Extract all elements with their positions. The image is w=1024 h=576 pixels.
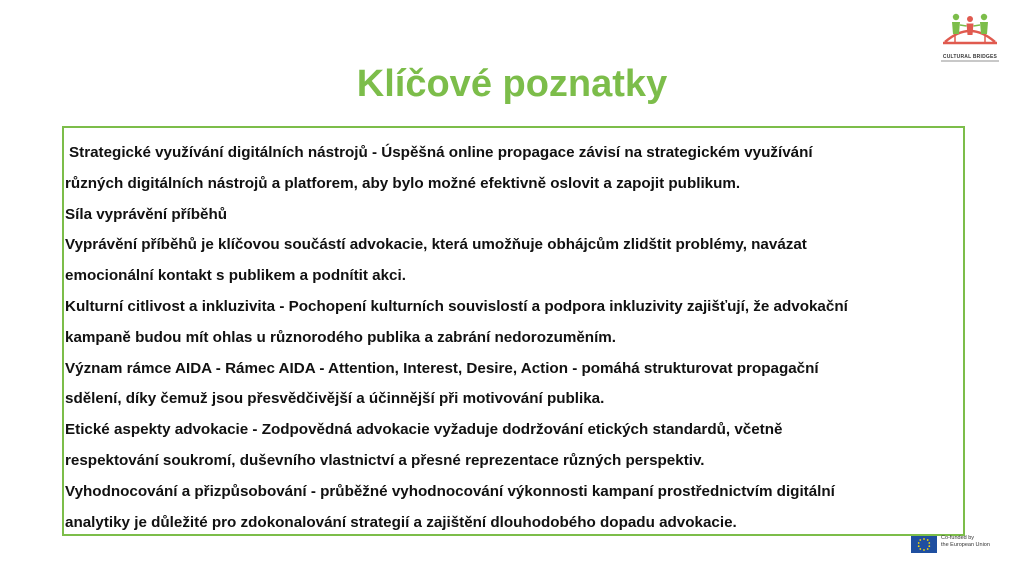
text-line: Kulturní citlivost a inkluzivita - Pochopení kulturních souvislostí a podpora inkluzivity zajišťují, že advokační — [65, 297, 848, 315]
logo-text: CULTURAL BRIDGES — [942, 54, 998, 60]
key-points-box — [62, 126, 965, 536]
text-line: Síla vyprávění příběhů — [65, 205, 228, 223]
slide-title: Klíčové poznatky — [356, 63, 668, 105]
text-line: kampaně budou mít ohlas u různorodého publika a zabrání nedorozuměním. — [65, 328, 617, 346]
eu-cofunded-text: Co-funded by the European Union — [941, 535, 990, 548]
text-line: Strategické využívání digitálních nástrojů - Úspěšná online propagace závisí na strategickém využívání — [69, 144, 813, 161]
eu-cofunded-logo — [911, 534, 1011, 554]
cultural-bridges-logo — [941, 12, 999, 62]
text-line: různých digitálních nástrojů a platforem, aby bylo možné efektivně oslovit a zapojit publikum. — [65, 174, 741, 192]
text-line: analytiky je důležité pro zdokonalování strategií a zajištění dlouhodobého dopadu advokacie. — [65, 513, 737, 531]
text-line: Etické aspekty advokacie - Zodpovědná advokacie vyžaduje dodržování etických standardů, včetně — [65, 421, 783, 439]
text-line: Význam rámce AIDA - Rámec AIDA - Attention, Interest, Desire, Action - pomáhá strukturovat propagační — [65, 359, 819, 377]
text-line: sdělení, díky čemuž jsou přesvědčivější a účinnější při motivování publika. — [65, 390, 605, 408]
text-line: emocionální kontakt s publikem a podnítit akci. — [65, 267, 406, 285]
bridge-people-icon — [941, 12, 999, 56]
text-line: Vyhodnocování a přizpůsobování - průběžné vyhodnocování výkonnosti kampaní prostřednictvím digitální — [65, 482, 835, 500]
eu-flag-icon — [911, 536, 937, 553]
text-line: Vyprávění příběhů je klíčovou součástí advokacie, která umožňuje obhájcům zlidštit problémy, navázat — [65, 236, 807, 254]
text-line: respektování soukromí, duševního vlastnictví a přesné reprezentace různých perspektiv. — [65, 451, 705, 469]
